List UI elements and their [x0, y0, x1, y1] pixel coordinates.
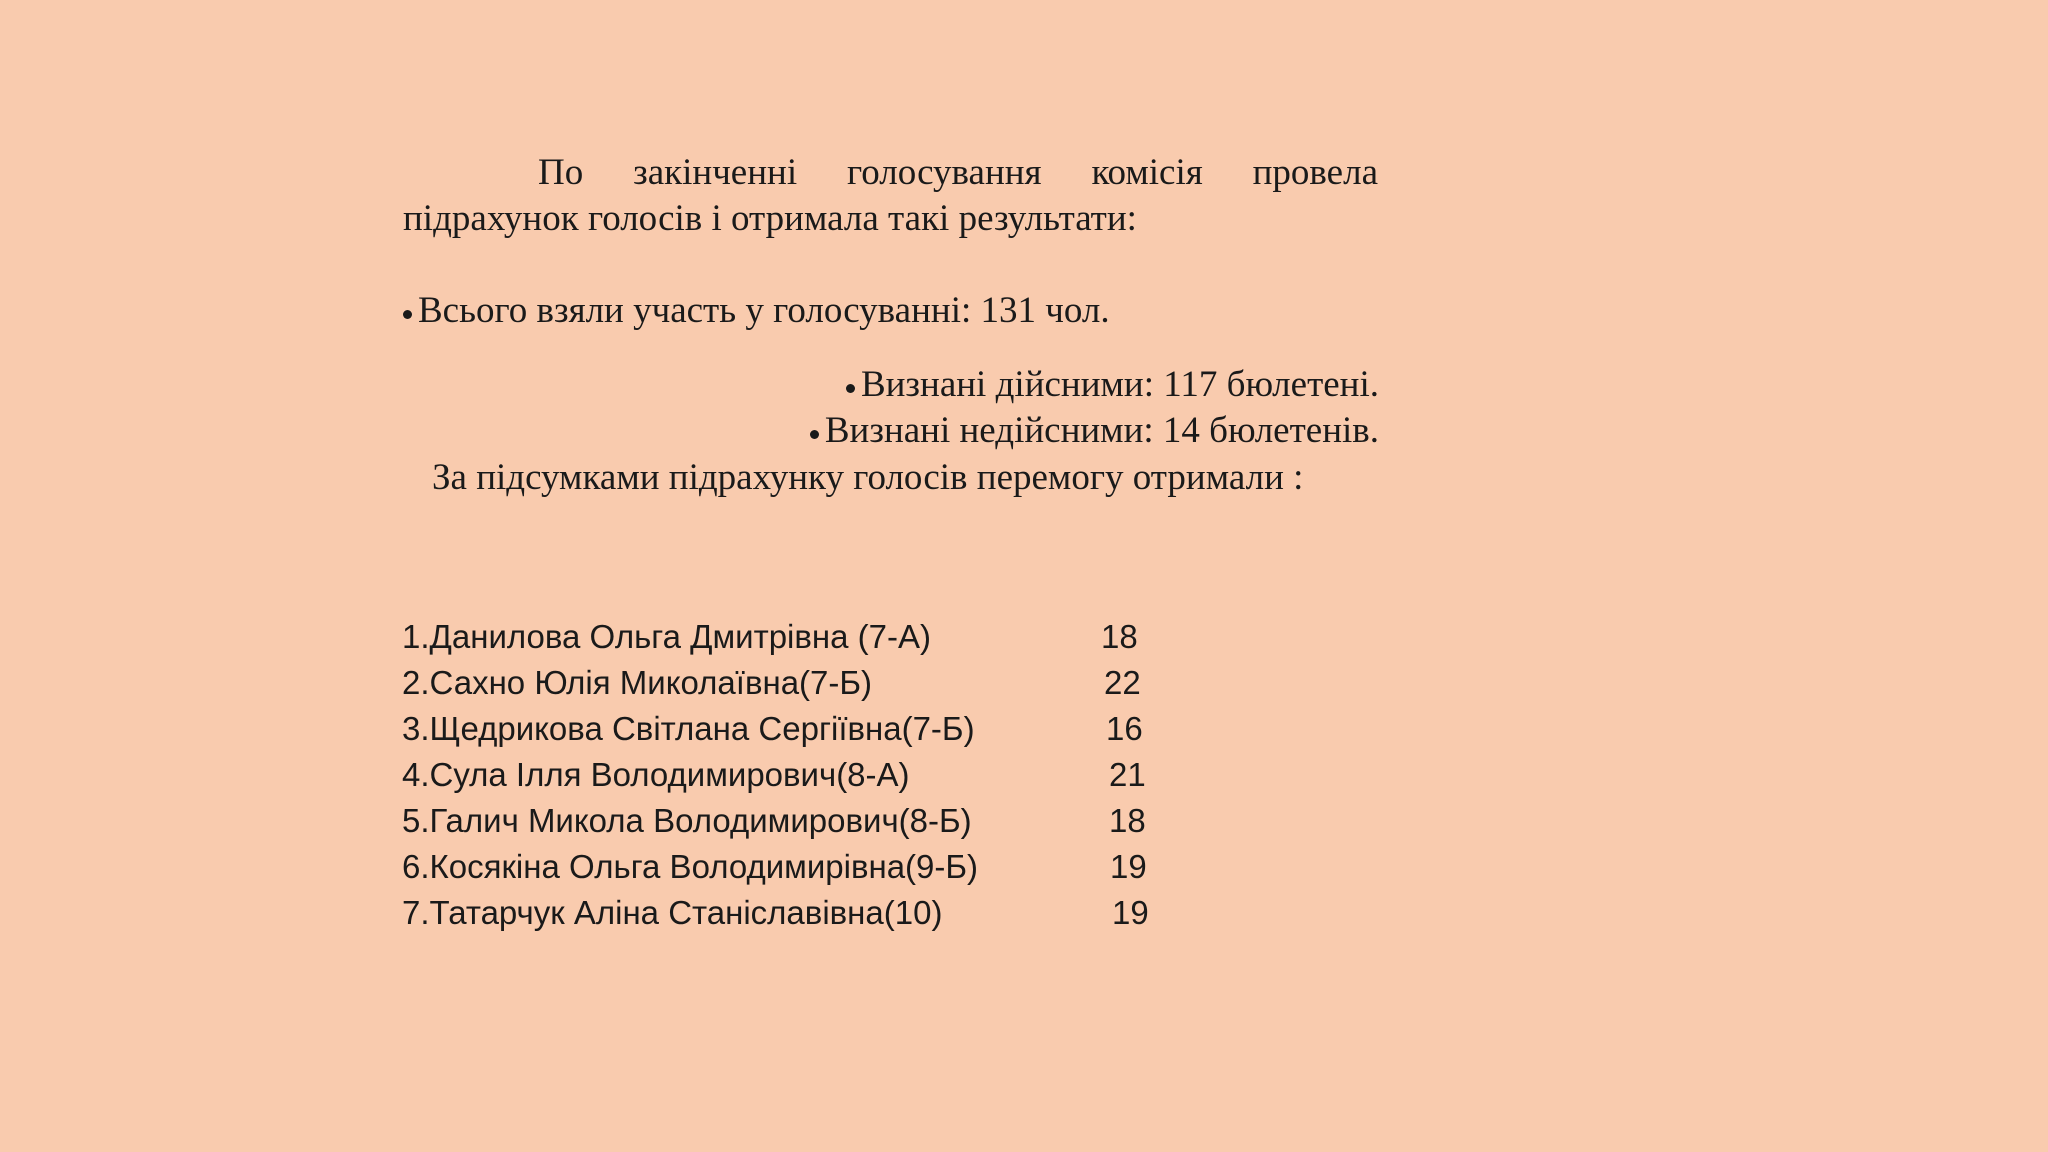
intro-word: провела — [1252, 152, 1378, 193]
stat-total — [403, 288, 1110, 334]
winner-name: 2.Сахно Юлія Миколаївна(7-Б) — [402, 664, 873, 701]
winner-votes: 19 — [1112, 894, 1149, 931]
stat-total-text: Всього взяли участь у голосуванні: 131 чол. — [418, 290, 1110, 331]
winner-name: 6.Косякіна Ольга Володимирівна(9-Б) — [402, 848, 979, 885]
intro-word: закінченні — [633, 152, 798, 193]
bullet-icon — [810, 430, 819, 439]
intro-word: голосування — [846, 152, 1042, 193]
winner-votes: 22 — [1104, 664, 1141, 701]
intro-line-1 — [403, 150, 1378, 196]
winner-votes: 19 — [1110, 848, 1147, 885]
bullet-icon — [403, 310, 412, 319]
winner-votes: 18 — [1101, 618, 1138, 655]
intro-paragraph — [403, 150, 1378, 242]
winner-votes: 21 — [1109, 756, 1146, 793]
stat-valid-text: Визнані дійсними: 117 бюлетені. — [860, 364, 1379, 405]
winner-name: 3.Щедрикова Світлана Сергіївна(7-Б) — [402, 710, 975, 747]
stat-invalid — [810, 408, 1379, 454]
winner-votes: 16 — [1106, 710, 1143, 747]
intro-word: комісія — [1091, 152, 1203, 193]
intro-line-2: підрахунок голосів і отримала такі результати: — [403, 198, 1137, 239]
winner-name: 1.Данилова Ольга Дмитрівна (7-А) — [402, 618, 931, 655]
winner-name: 5.Галич Микола Володимирович(8-Б) — [402, 802, 972, 839]
bullet-icon — [846, 384, 855, 393]
intro-word: По — [538, 152, 584, 193]
winner-name: 4.Сула Ілля Володимирович(8-А) — [402, 756, 910, 793]
stat-valid — [846, 362, 1379, 408]
winner-name: 7.Татарчук Аліна Станіславівна(10) — [402, 894, 943, 931]
winner-votes: 18 — [1109, 802, 1146, 839]
stat-invalid-text: Визнані недійсними: 14 бюлетенів. — [824, 410, 1379, 451]
summary-line: За підсумками підрахунку голосів перемогу отримали : — [432, 457, 1304, 498]
